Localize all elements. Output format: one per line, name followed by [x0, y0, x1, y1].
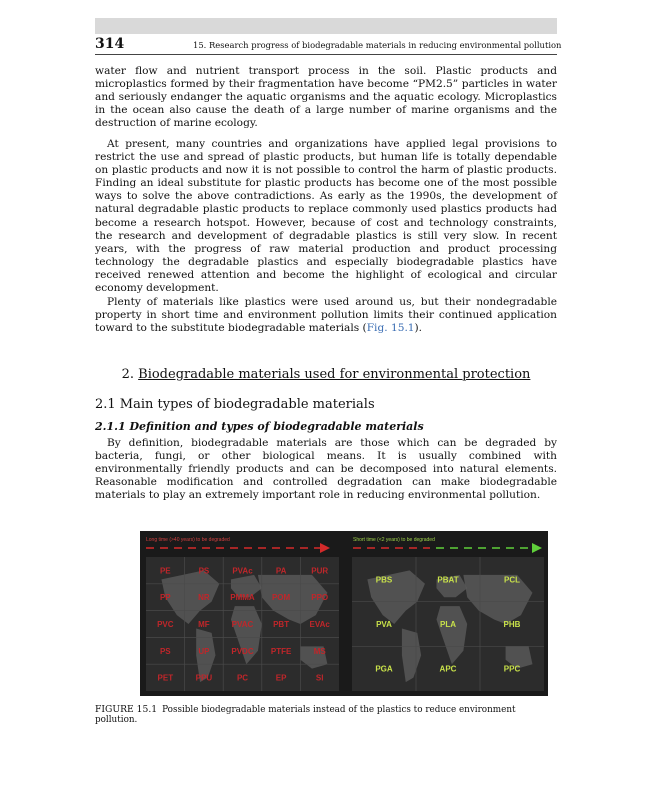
right-material-label: PGA [375, 664, 393, 674]
paragraph-1: water flow and nutrient transport process in the soil. Plastic products and microplastics formed by their fragmentation have become “PM2.5” particles in water and seriously endanger the aquatic organisms and the aquatic ecology. Microplastics in the ocean also cause the death of a large number of marine organisms and the destruction of marine ecology. [95, 65, 557, 130]
left-material-label: PBT [273, 620, 290, 629]
left-material-label: PVAc [232, 566, 253, 576]
header-bar [95, 18, 557, 34]
left-material-label: PVAC [231, 620, 254, 629]
right-material-label: PBS [375, 575, 393, 585]
section-number: 2. [121, 367, 134, 382]
left-material-label: PVDC [231, 646, 254, 656]
left-material-label: MS [313, 646, 326, 656]
paragraph-3-end: ). [414, 322, 423, 335]
figure-graphic [140, 531, 548, 696]
paragraph-3-text: Plenty of materials like plastics were used around us, but their nondegradable property in short time and environment pollution limits their continued application toward to the substitute biodegradable materials ( [95, 296, 557, 335]
figure-caption-label: FIGURE 15.1 [95, 704, 158, 715]
page-number: 314 [95, 36, 125, 52]
left-panel [146, 557, 339, 691]
left-material-label: PMMA [230, 593, 255, 603]
right-material-label: PCL [504, 575, 520, 585]
left-material-label: PPO [311, 593, 329, 603]
right-material-label: PVA [376, 620, 392, 629]
left-panel-header: Long time (>40 years) to be degraded [146, 537, 230, 543]
paragraph-2: At present, many countries and organizations have applied legal provisions to restrict the use and spread of plastic products, but human life is totally dependable on plastic products and now it is not possible to control the harm of plastic products. Finding an ideal substitute for plastic products has become one of the most possible ways to solve the above contradictions. As early as the 1990s, the development of natural degradable plastic products to replace commonly used plastics products had become a research hotspot. However, because of cost and technology constraints, the research and development of degradable plastics is still very slow. In recent years, with the progress of raw material production and product processing technology the degradable plastics and especially biodegradable plastics have received renewed attention and become the highlight of ecological and circular economy development. [95, 138, 557, 295]
left-material-label: PP [159, 593, 171, 603]
figure-caption [95, 704, 557, 725]
right-panel-header: Short time (<2 years) to be degraded [353, 537, 435, 543]
right-material-label: APC [439, 664, 457, 674]
left-material-label: EVAc [309, 620, 330, 629]
left-material-label: PC [236, 673, 249, 683]
left-material-label: PS [198, 566, 210, 576]
figure-caption-text: Possible biodegradable materials instead of the plastics to reduce environment pollution. [95, 705, 516, 725]
right-material-label: PLA [440, 620, 456, 629]
figure-15-1 [140, 531, 548, 696]
left-material-label: MF [198, 620, 210, 629]
left-material-label: PVC [157, 620, 174, 629]
left-material-label: PTFE [270, 646, 292, 656]
paragraph-4: By definition, biodegradable materials are those which can be degraded by bacteria, fungi, or other biological means. It is usually combined with environmentally friendly products and can be decomposed into natural elements. Reasonable modification and controlled degradation can make biodegradable materials to play an extremely important role in reducing environmental pollution. [95, 437, 557, 502]
left-material-label: PUR [311, 566, 329, 576]
section-title: Biodegradable materials used for environmental protection [138, 367, 531, 382]
left-material-label: NR [198, 593, 210, 603]
left-material-label: PET [157, 673, 174, 683]
paragraph-3 [95, 296, 557, 335]
left-material-label: PE [159, 566, 171, 576]
subsection-heading: 2.1 Main types of biodegradable materials [95, 397, 375, 412]
running-head: 15. Research progress of biodegradable materials in reducing environmental pollution [193, 40, 562, 50]
left-material-label: POM [271, 593, 291, 603]
left-material-label: SI [315, 673, 324, 683]
section-heading [95, 367, 557, 382]
figure-reference-link[interactable]: Fig. 15.1 [366, 322, 415, 335]
header-rule [95, 54, 557, 55]
left-material-label: UP [198, 646, 210, 656]
right-material-label: PHB [503, 620, 521, 629]
right-panel [352, 557, 544, 691]
left-material-label: EP [275, 673, 287, 683]
left-material-label: PS [159, 646, 171, 656]
right-material-label: PPC [503, 664, 521, 674]
left-material-label: PA [275, 566, 287, 576]
right-material-label: PBAT [437, 575, 459, 585]
subsubsection-heading: 2.1.1 Definition and types of biodegradable materials [95, 420, 424, 433]
left-material-label: PPU [195, 673, 213, 683]
